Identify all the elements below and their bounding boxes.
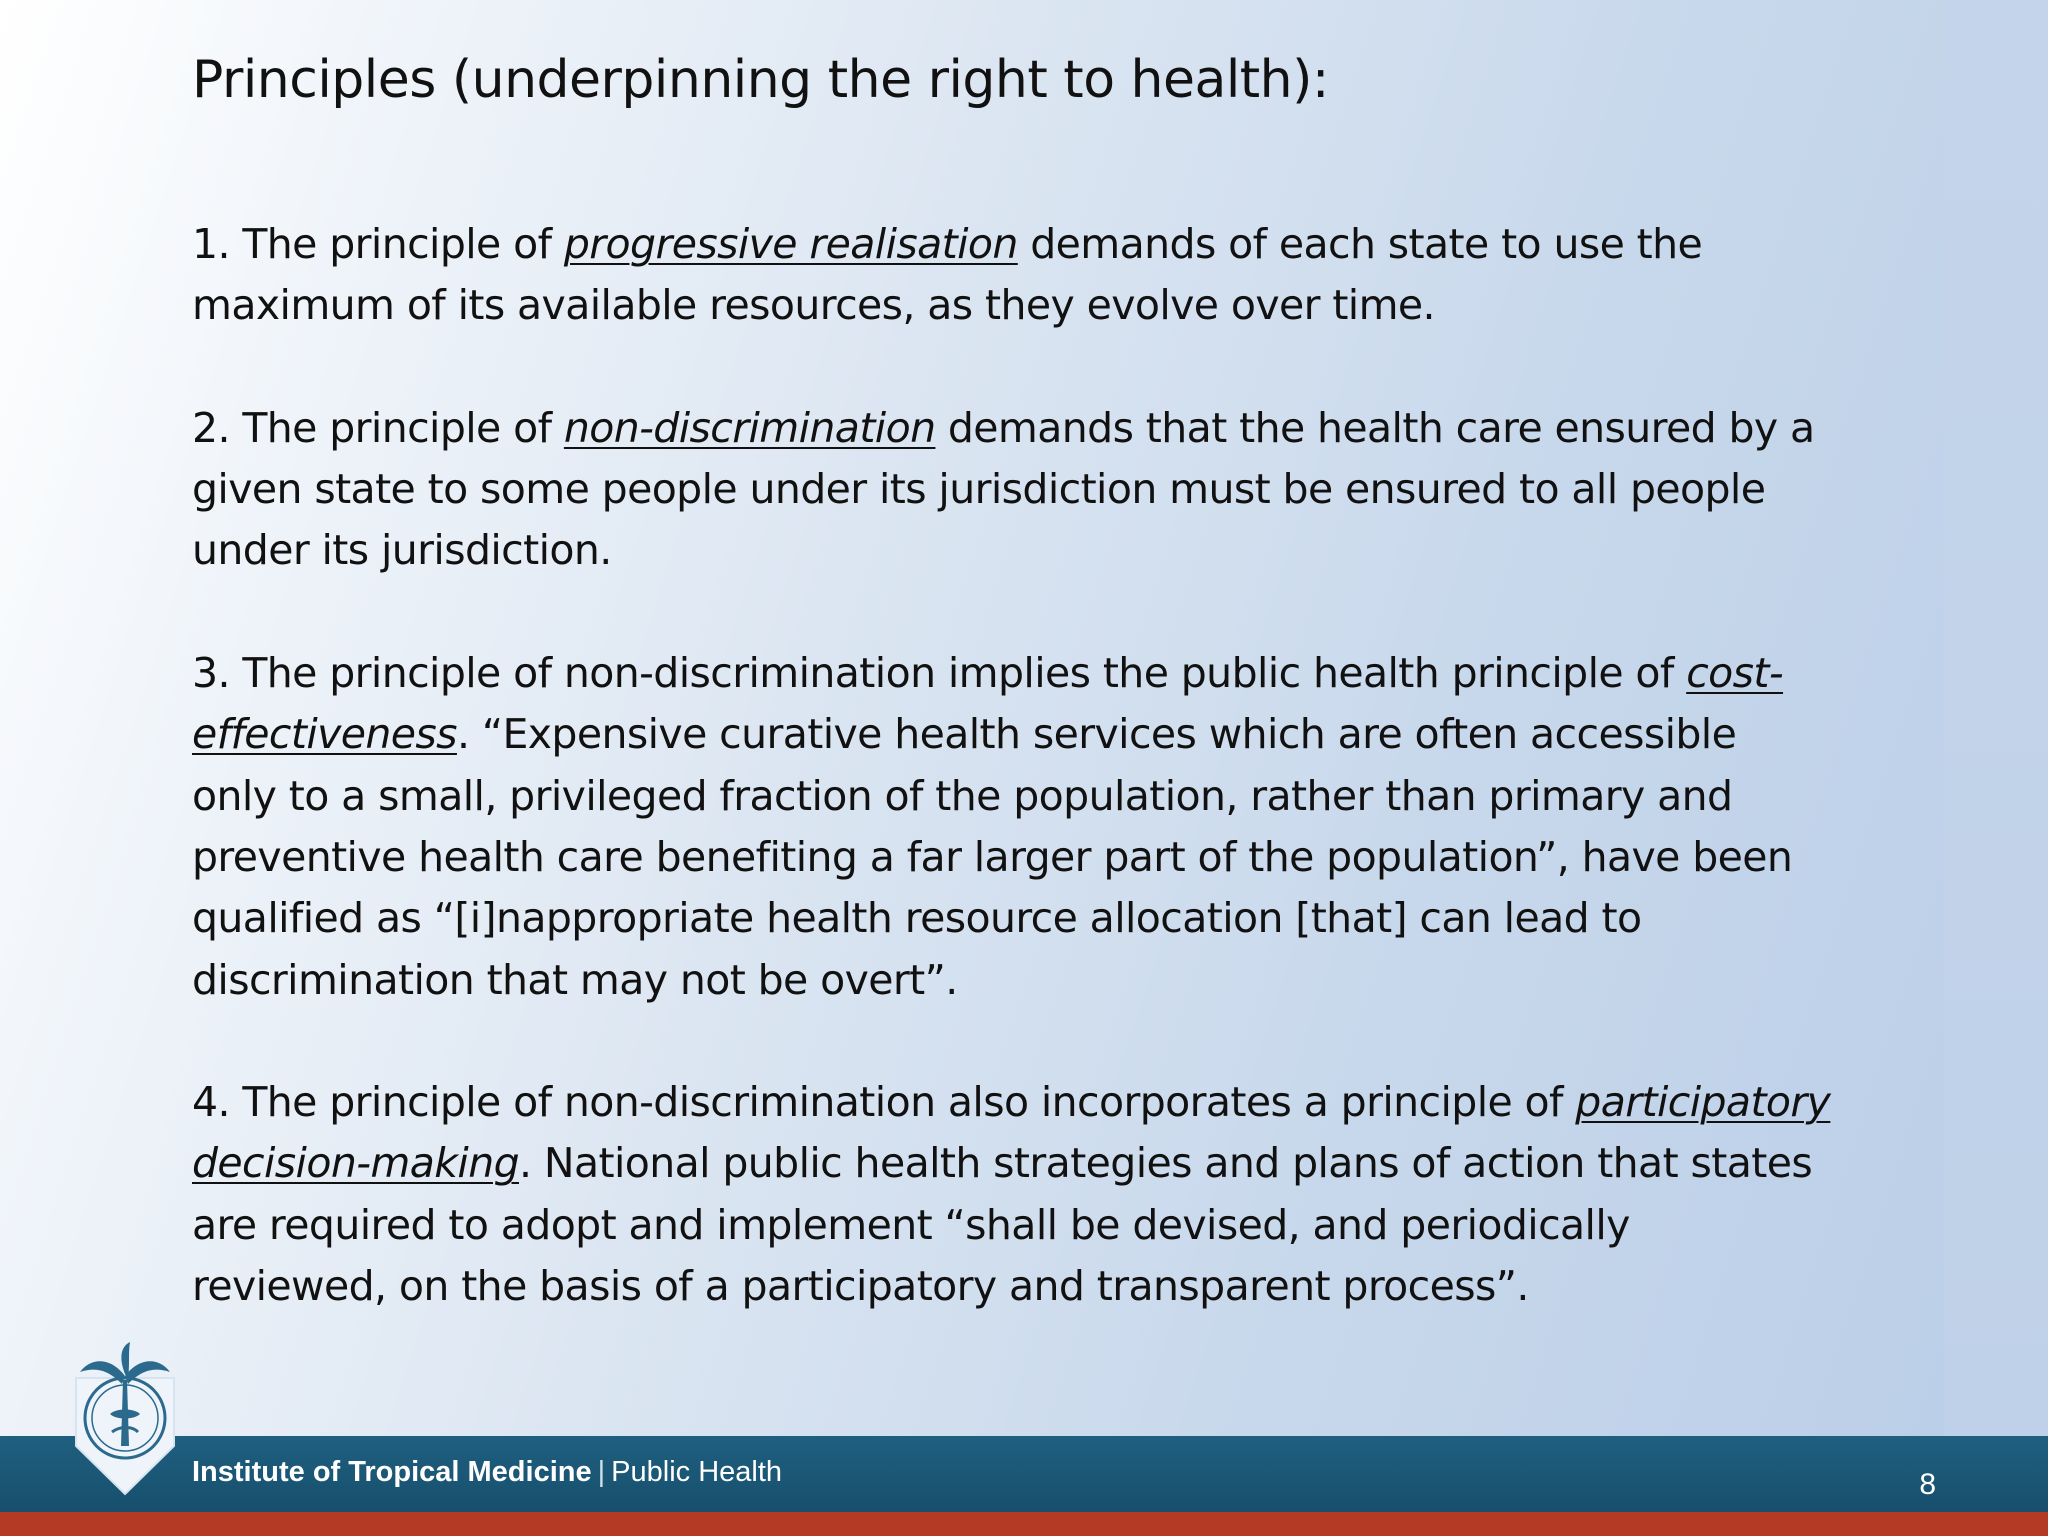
principle-2-prefix: 2. The principle of	[192, 403, 564, 452]
principle-2-term: non-discrimination	[563, 403, 936, 452]
principle-4-term: participatory decision-making	[192, 1078, 1831, 1188]
footer-organization: Institute of Tropical Medicine	[192, 1456, 592, 1488]
right-background-band	[1944, 0, 2048, 1436]
principle-1-prefix: 1. The principle of	[192, 220, 564, 268]
principle-3-term: cost-effectiveness	[192, 649, 1784, 759]
principle-4	[192, 1072, 1832, 1317]
principle-3	[192, 643, 1832, 1011]
page-number: 8	[1919, 1468, 1936, 1501]
principle-1-term: progressive realisation	[563, 220, 1018, 268]
principle-1	[192, 214, 1832, 337]
slide-title: Principles (underpinning the right to health):	[192, 50, 1329, 110]
principle-4-text: . National public health strategies and plans of action that states are required to adopt and implement “shall be devised, and periodically reviewed, on the basis of a participatory and transparent process”.	[192, 1139, 1813, 1311]
principle-3-text: . “Expensive curative health services which are often accessible only to a small, privileged fraction of the population, rather than primary and preventive health care benefiting a far larger part of the population”, have been qualified as “[i]nappropriate health resource allocation [that] can lead to discrimination that may not be overt”.	[192, 710, 1793, 1004]
principle-2	[192, 398, 1832, 582]
footer-department: Public Health	[611, 1456, 783, 1488]
footer-separator: |	[597, 1456, 606, 1488]
footer-accent-stripe	[0, 1512, 2048, 1536]
principle-2-text: demands that the health care ensured by a given state to some people under its jurisdiction must be ensured to all people under its jurisdiction.	[192, 403, 1815, 575]
principle-4-prefix: 4. The principle of non-discrimination also incorporates a principle of	[192, 1078, 1576, 1127]
principle-1-text: demands of each state to use the maximum of its available resources, as they evolve over time.	[192, 220, 1703, 330]
principle-3-prefix: 3. The principle of non-discrimination implies the public health principle of	[192, 649, 1687, 698]
slide-body	[192, 214, 1832, 1379]
footer-organization-line	[192, 1456, 782, 1489]
palm-tree-seal-icon	[70, 1336, 180, 1496]
